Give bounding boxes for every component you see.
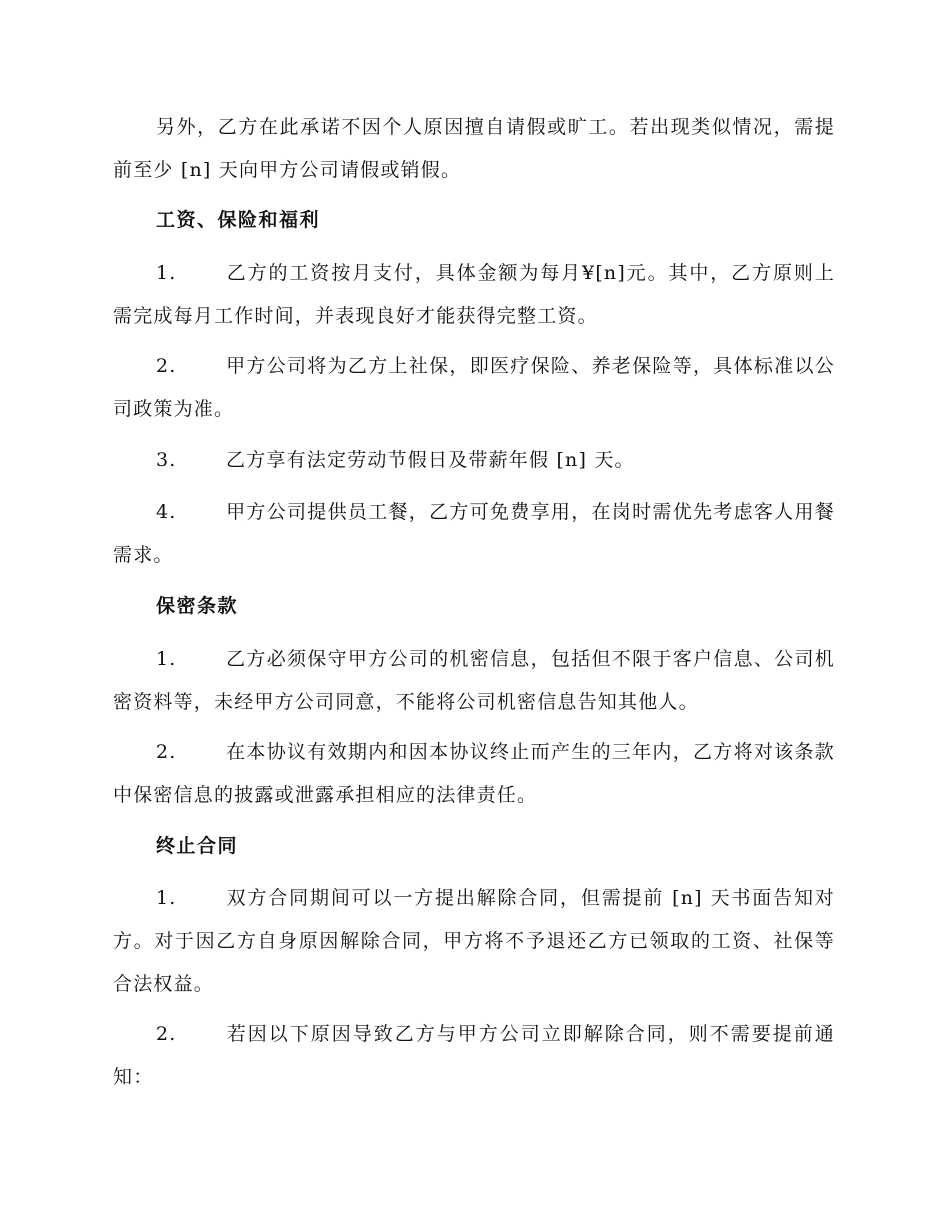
list-item-number: 1. — [156, 262, 177, 284]
list-item-text: 乙方的工资按月支付，具体金额为每月¥[n]元。其中，乙方原则上需完成每月工作时间，并表现良好才能获得完整工资。 — [113, 262, 835, 327]
list-item — [113, 491, 835, 577]
list-item — [113, 345, 835, 431]
list-item — [113, 731, 835, 817]
list-item-number: 2. — [156, 1023, 177, 1045]
list-item-text: 甲方公司将为乙方上社保，即医疗保险、养老保险等，具体标准以公司政策为准。 — [113, 355, 835, 420]
list-item-number: 3. — [156, 449, 177, 471]
list-item-number: 2. — [156, 741, 177, 763]
list-item-text: 甲方公司提供员工餐，乙方可免费享用，在岗时需优先考虑客人用餐需求。 — [113, 501, 835, 566]
list-item-text: 双方合同期间可以一方提出解除合同，但需提前 [n] 天书面告知对方。对于因乙方自身原因解除合同，甲方将不予退还乙方已领取的工资、社保等合法权益。 — [113, 887, 835, 995]
list-item-text: 乙方必须保守甲方公司的机密信息，包括但不限于客户信息、公司机密资料等，未经甲方公司同意，不能将公司机密信息告知其他人。 — [113, 648, 835, 713]
section-heading-termination: 终止合同 — [156, 835, 239, 857]
list-item-number: 2. — [156, 355, 177, 377]
list-item — [113, 1013, 835, 1099]
list-item — [113, 877, 835, 1006]
intro-paragraph: 另外，乙方在此承诺不因个人原因擅自请假或旷工。若出现类似情况，需提前至少 [n] 天向甲方公司请假或销假。 — [113, 116, 835, 181]
list-item-text: 乙方享有法定劳动节假日及带薪年假 [n] 天。 — [226, 449, 635, 471]
list-item — [113, 439, 835, 482]
list-item-text: 若因以下原因导致乙方与甲方公司立即解除合同，则不需要提前通知： — [113, 1023, 835, 1088]
list-item-number: 1. — [156, 887, 177, 909]
section-heading-confidentiality: 保密条款 — [156, 595, 239, 617]
list-item-number: 1. — [156, 648, 177, 670]
list-item — [113, 252, 835, 338]
list-item-text: 在本协议有效期内和因本协议终止而产生的三年内，乙方将对该条款中保密信息的披露或泄露承担相应的法律责任。 — [113, 741, 835, 806]
list-item-number: 4. — [156, 501, 177, 523]
section-heading-salary: 工资、保险和福利 — [156, 209, 321, 231]
list-item — [113, 638, 835, 724]
